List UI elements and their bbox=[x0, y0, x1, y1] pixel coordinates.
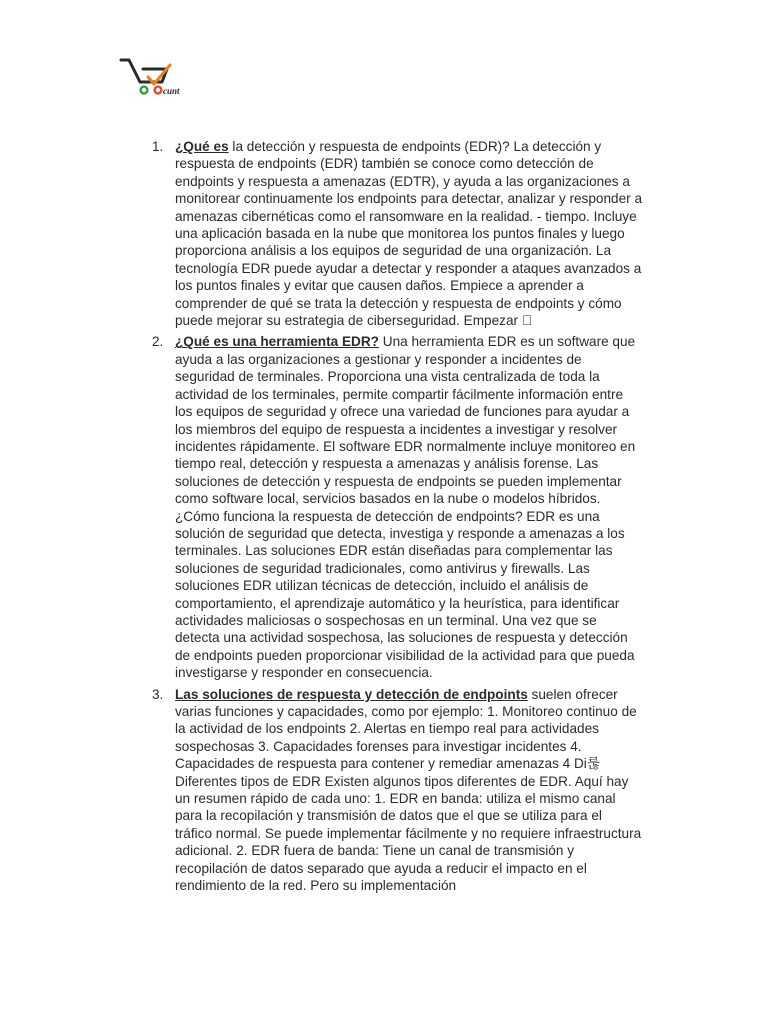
item-heading: ¿Qué es bbox=[175, 139, 229, 154]
item-number: 1. bbox=[152, 139, 164, 154]
brand-logo bbox=[118, 56, 192, 102]
list-item bbox=[150, 138, 642, 329]
item-text: la detección y respuesta de endpoints (EDR)? La detección y respuesta de endpoints (EDR) también se conoce como detección de endpoints y respuesta a amenazas (EDTR), y ayuda a las organizaciones a monitorear continuamente los endpoints para detectar, analizar y responder a amenazas cibernéticas como el ransomware en la realidad. - tiempo. Incluye una aplicación basada en la nube que monitorea los puntos finales y luego proporciona análisis a los equipos de seguridad de una organización. La tecnología EDR puede ayudar a detectar y responder a ataques avanzados a los puntos finales y evitar que causen daños. Empiece a aprender a comprender de qué se trata la detección y respuesta de endpoints y cómo puede mejorar su estrategia de ciberseguridad. Empezar ⃞ bbox=[175, 139, 642, 329]
item-number: 3. bbox=[152, 686, 164, 702]
item-text: Una herramienta EDR es un software que ayuda a las organizaciones a gestionar y responder a incidentes de seguridad de terminales. Proporciona una vista centralizada de toda la actividad de los terminales, permite compartir fácilmente información entre los equipos de seguridad y ofrece una variedad de funciones para ayudar a los miembros del equipo de respuesta a incidentes a investigar y resolver incidentes rápidamente. El software EDR normalmente incluye monitoreo en tiempo real, detección y respuesta a amenazas y análisis forense. Las soluciones de detección y respuesta de endpoints se pueden implementar como software local, servicios basados en la nube o modelos híbridos. ¿Cómo funciona la respuesta de detección de endpoints? EDR es una solución de seguridad que detecta, investiga y responde a amenazas a los terminales. Las soluciones EDR están diseñadas para complementar las soluciones de seguridad tradicionales, como antivirus y firewalls. Las soluciones EDR utilizan técnicas de detección, incluido el análisis de comportamiento, el aprendizaje automático y la heurística, para identificar actividades maliciosas o sospechosas en un terminal. Una vez que se detecta una actividad sospechosa, las soluciones de respuesta y detección de endpoints pueden proporcionar visibilidad de la actividad para que pueda investigarse y responder en consecuencia. bbox=[175, 334, 636, 681]
document-body bbox=[150, 138, 642, 898]
list-item bbox=[150, 686, 642, 895]
item-heading: Las soluciones de respuesta y detección de endpoints bbox=[175, 686, 528, 702]
item-text: suelen ofrecer varias funciones y capacidades, como por ejemplo: 1. Monitoreo continuo de la actividad de los endpoints 2. Alertas en tiempo real para actividades sospechosas 3. Capacidades forenses para investigar incidentes 4. Capacidades de respuesta para contener y remediar amenazas 4 Di룮 Diferentes tipos de EDR Existen algunos tipos diferentes de EDR. Aquí hay un resumen rápido de cada uno: 1. EDR en banda: utiliza el mismo canal para la recopilación y transmisión de datos que el que se utiliza para el tráfico normal. Se puede implementar fácilmente y no requiere infraestructura adicional. 2. EDR fuera de banda: Tiene un canal de transmisión y recopilación de datos separado que ayuda a reducir el impacto en el rendimiento de la red. Pero su implementación bbox=[175, 686, 642, 894]
item-heading: ¿Qué es una herramienta EDR? bbox=[175, 334, 379, 350]
item-number: 2. bbox=[152, 334, 164, 350]
logo-text: cunt bbox=[163, 86, 180, 96]
list-item bbox=[150, 333, 642, 681]
numbered-list bbox=[150, 138, 642, 894]
shopping-cart-icon bbox=[118, 56, 192, 102]
